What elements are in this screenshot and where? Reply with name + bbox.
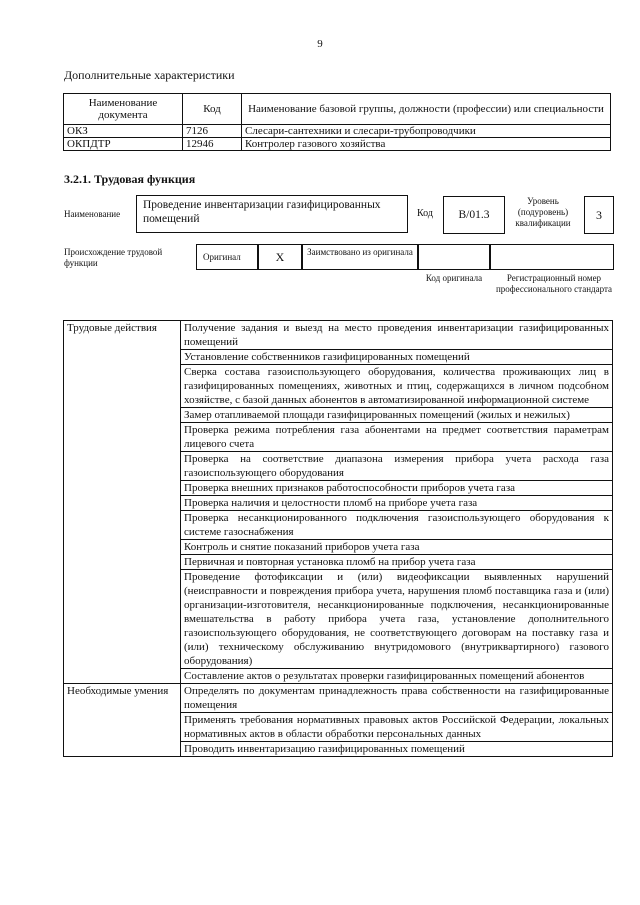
- table-row: [64, 321, 613, 350]
- list-item: Проверка режима потребления газа абонентами на предмет соответствия параметрам лицевого счета: [181, 423, 613, 452]
- function-name: Проведение инвентаризации газифицированных помещений: [136, 195, 408, 233]
- header-group-name: Наименование базовой группы, должности (профессии) или специальности: [242, 94, 611, 125]
- cell-doc: ОКЗ: [64, 125, 183, 138]
- page-number: 9: [317, 38, 323, 50]
- list-item: Получение задания и выезд на место проведения инвентаризации газифицированных помещений: [181, 321, 613, 350]
- section-title: 3.2.1. Трудовая функция: [64, 172, 196, 186]
- list-item: Проводить инвентаризацию газифицированных помещений: [181, 742, 613, 757]
- list-item: Проверка наличия и целостности пломб на приборе учета газа: [181, 496, 613, 511]
- list-item: Применять требования нормативных правовых актов Российской Федерации, локальных нормативных актов в области обработки персональных данных: [181, 713, 613, 742]
- header-doc-name: Наименование документа: [64, 94, 183, 125]
- borrowed-label: Заимствовано из оригинала: [302, 244, 418, 270]
- list-item: Первичная и повторная установка пломб на прибор учета газа: [181, 555, 613, 570]
- cell-doc: ОКПДТР: [64, 138, 183, 151]
- extra-characteristics-title: Дополнительные характеристики: [64, 68, 235, 82]
- list-item: Контроль и снятие показаний приборов учета газа: [181, 540, 613, 555]
- list-item: Сверка состава газоиспользующего оборудования, количества проживающих лиц в газифицированных помещениях, животных и птиц, содержащихся в личном подсобном хозяйстве, с базой данных абонентов в автоматизированной информационной системе: [181, 365, 613, 408]
- level-label: Уровень (подуровень) квалификации: [515, 196, 571, 228]
- original-label: Оригинал: [196, 244, 258, 270]
- level-value: 3: [584, 196, 614, 234]
- list-item: Составление актов о результатах проверки газифицированных помещений абонентов: [181, 669, 613, 684]
- reg-number-cell: [490, 244, 614, 270]
- table-header-row: [64, 94, 611, 125]
- code-original-label: Код оригинала: [425, 273, 483, 283]
- actions-skills-table: [63, 320, 613, 757]
- cell-name: Контролер газового хозяйства: [242, 138, 611, 151]
- list-item: Установление собственников газифицированных помещений: [181, 350, 613, 365]
- cell-name: Слесари-сантехники и слесари-трубопроводчики: [242, 125, 611, 138]
- code-value: B/01.3: [443, 196, 505, 234]
- extra-characteristics-table: [63, 93, 611, 151]
- list-item: Проверка на соответствие диапазона измерения прибора учета расхода газа газоиспользующего оборудования: [181, 452, 613, 481]
- code-label: Код: [417, 208, 433, 219]
- table-row: [64, 125, 611, 138]
- original-code-cell: [418, 244, 490, 270]
- original-mark: X: [258, 244, 302, 270]
- cell-code: 12946: [183, 138, 242, 151]
- list-item: Замер отапливаемой площади газифицированных помещений (жилых и нежилых): [181, 408, 613, 423]
- table-row: [64, 684, 613, 713]
- cell-code: 7126: [183, 125, 242, 138]
- reg-number-label: Регистрационный номер профессионального стандарта: [495, 273, 613, 294]
- header-code: Код: [183, 94, 242, 125]
- list-item: Проверка внешних признаков работоспособности приборов учета газа: [181, 481, 613, 496]
- actions-label: Трудовые действия: [64, 321, 181, 684]
- skills-label: Необходимые умения: [64, 684, 181, 757]
- list-item: Определять по документам принадлежность права собственности на газифицированные помещения: [181, 684, 613, 713]
- list-item: Проверка несанкционированного подключения газоиспользующего оборудования к системе газоснабжения: [181, 511, 613, 540]
- name-label: Наименование: [64, 209, 121, 219]
- origin-label: Происхождение трудовой функции: [64, 247, 163, 268]
- table-row: [64, 138, 611, 151]
- origin-row: [196, 244, 614, 270]
- list-item: Проведение фотофиксации и (или) видеофиксации выявленных нарушений (неисправности и повреждения прибора учета, нарушения пломб поставщика газа и (или) организации-изготовителя, несанкционированные подключения, несанкционированные вмешательства в работу прибора учета газа, установление дополнительного газоиспользующего оборудования, не соответствующего договорам на поставку газа и (или) техническому обслуживанию внутридомового (внутриквартирного) газового оборудования): [181, 570, 613, 669]
